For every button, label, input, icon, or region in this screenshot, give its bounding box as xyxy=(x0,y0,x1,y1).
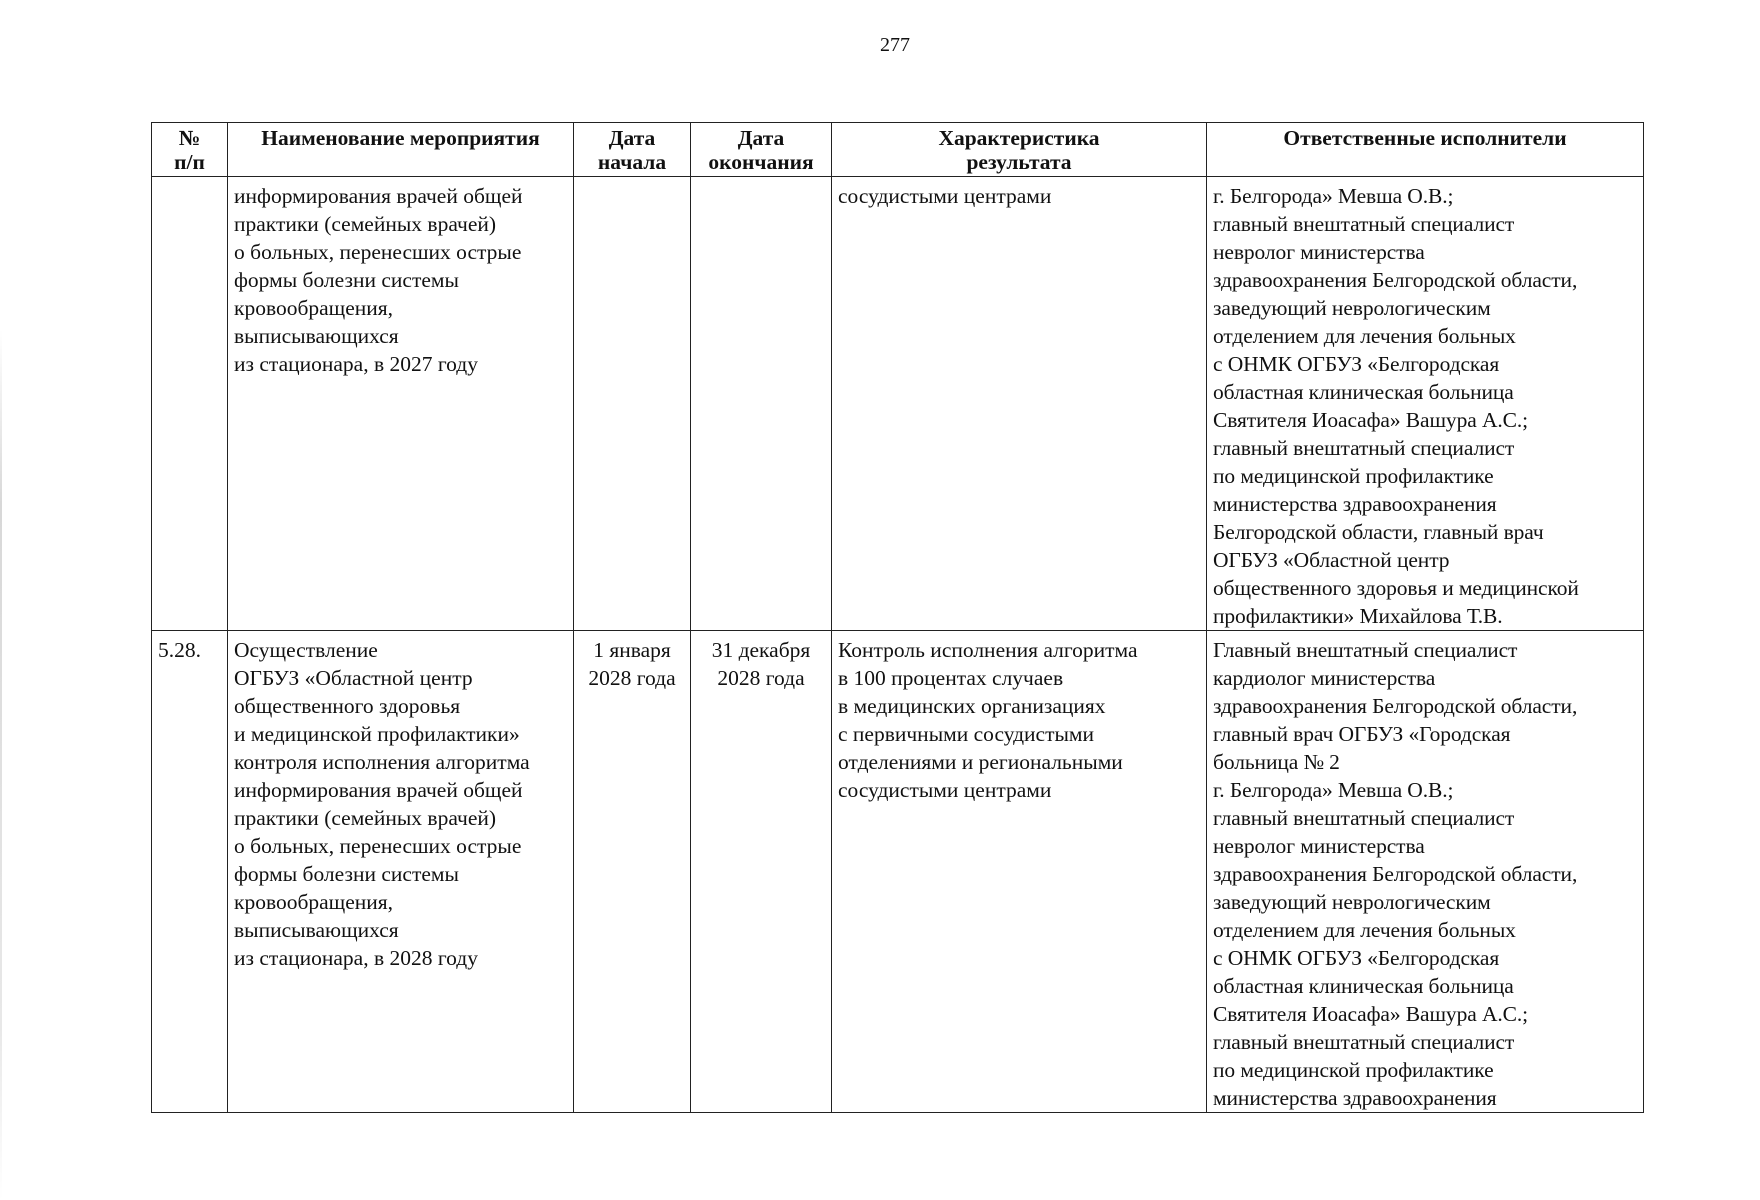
header-responsible: Ответственные исполнители xyxy=(1207,123,1644,177)
cell-name: информирования врачей общей практики (семейных врачей) о больных, перенесших острые формы болезни системы кровообращения, выписывающихся из стационара, в 2027 году xyxy=(228,177,574,631)
header-name: Наименование мероприятия xyxy=(228,123,574,177)
table-row xyxy=(152,631,1644,1113)
cell-result: Контроль исполнения алгоритма в 100 процентах случаев в медицинских организациях с первичными сосудистыми отделениями и региональными сосудистыми центрами xyxy=(832,631,1207,1113)
table-row xyxy=(152,177,1644,631)
cell-start-date xyxy=(574,177,691,631)
table-header-row xyxy=(152,123,1644,177)
page-number: 277 xyxy=(880,34,910,56)
cell-end-date: 31 декабря 2028 года xyxy=(691,631,832,1113)
cell-num: 5.28. xyxy=(152,631,228,1113)
cell-end-date xyxy=(691,177,832,631)
cell-responsible: Главный внештатный специалист кардиолог министерства здравоохранения Белгородской области, главный врач ОГБУЗ «Городская больница № 2 г. Белгорода» Мевша О.В.; главный внештатный специалист невролог министерства здравоохранения Белгородской области, заведующий неврологическим отделением для лечения больных с ОНМК ОГБУЗ «Белгородская областная клиническая больница Святителя Иоасафа» Вашура А.С.; главный внештатный специалист по медицинской профилактике министерства здравоохранения xyxy=(1207,631,1644,1113)
measures-table xyxy=(151,122,1644,1113)
header-num: № п/п xyxy=(152,123,228,177)
scan-edge xyxy=(0,330,2,1200)
cell-name: Осуществление ОГБУЗ «Областной центр общественного здоровья и медицинской профилактики» контроля исполнения алгоритма информирования врачей общей практики (семейных врачей) о больных, перенесших острые формы болезни системы кровообращения, выписывающихся из стационара, в 2028 году xyxy=(228,631,574,1113)
cell-responsible: г. Белгорода» Мевша О.В.; главный внештатный специалист невролог министерства здравоохранения Белгородской области, заведующий неврологическим отделением для лечения больных с ОНМК ОГБУЗ «Белгородская областная клиническая больница Святителя Иоасафа» Вашура А.С.; главный внештатный специалист по медицинской профилактике министерства здравоохранения Белгородской области, главный врач ОГБУЗ «Областной центр общественного здоровья и медицинской профилактики» Михайлова Т.В. xyxy=(1207,177,1644,631)
cell-result: сосудистыми центрами xyxy=(832,177,1207,631)
header-start-date: Дата начала xyxy=(574,123,691,177)
cell-start-date: 1 января 2028 года xyxy=(574,631,691,1113)
header-end-date: Дата окончания xyxy=(691,123,832,177)
header-result: Характеристика результата xyxy=(832,123,1207,177)
cell-num xyxy=(152,177,228,631)
